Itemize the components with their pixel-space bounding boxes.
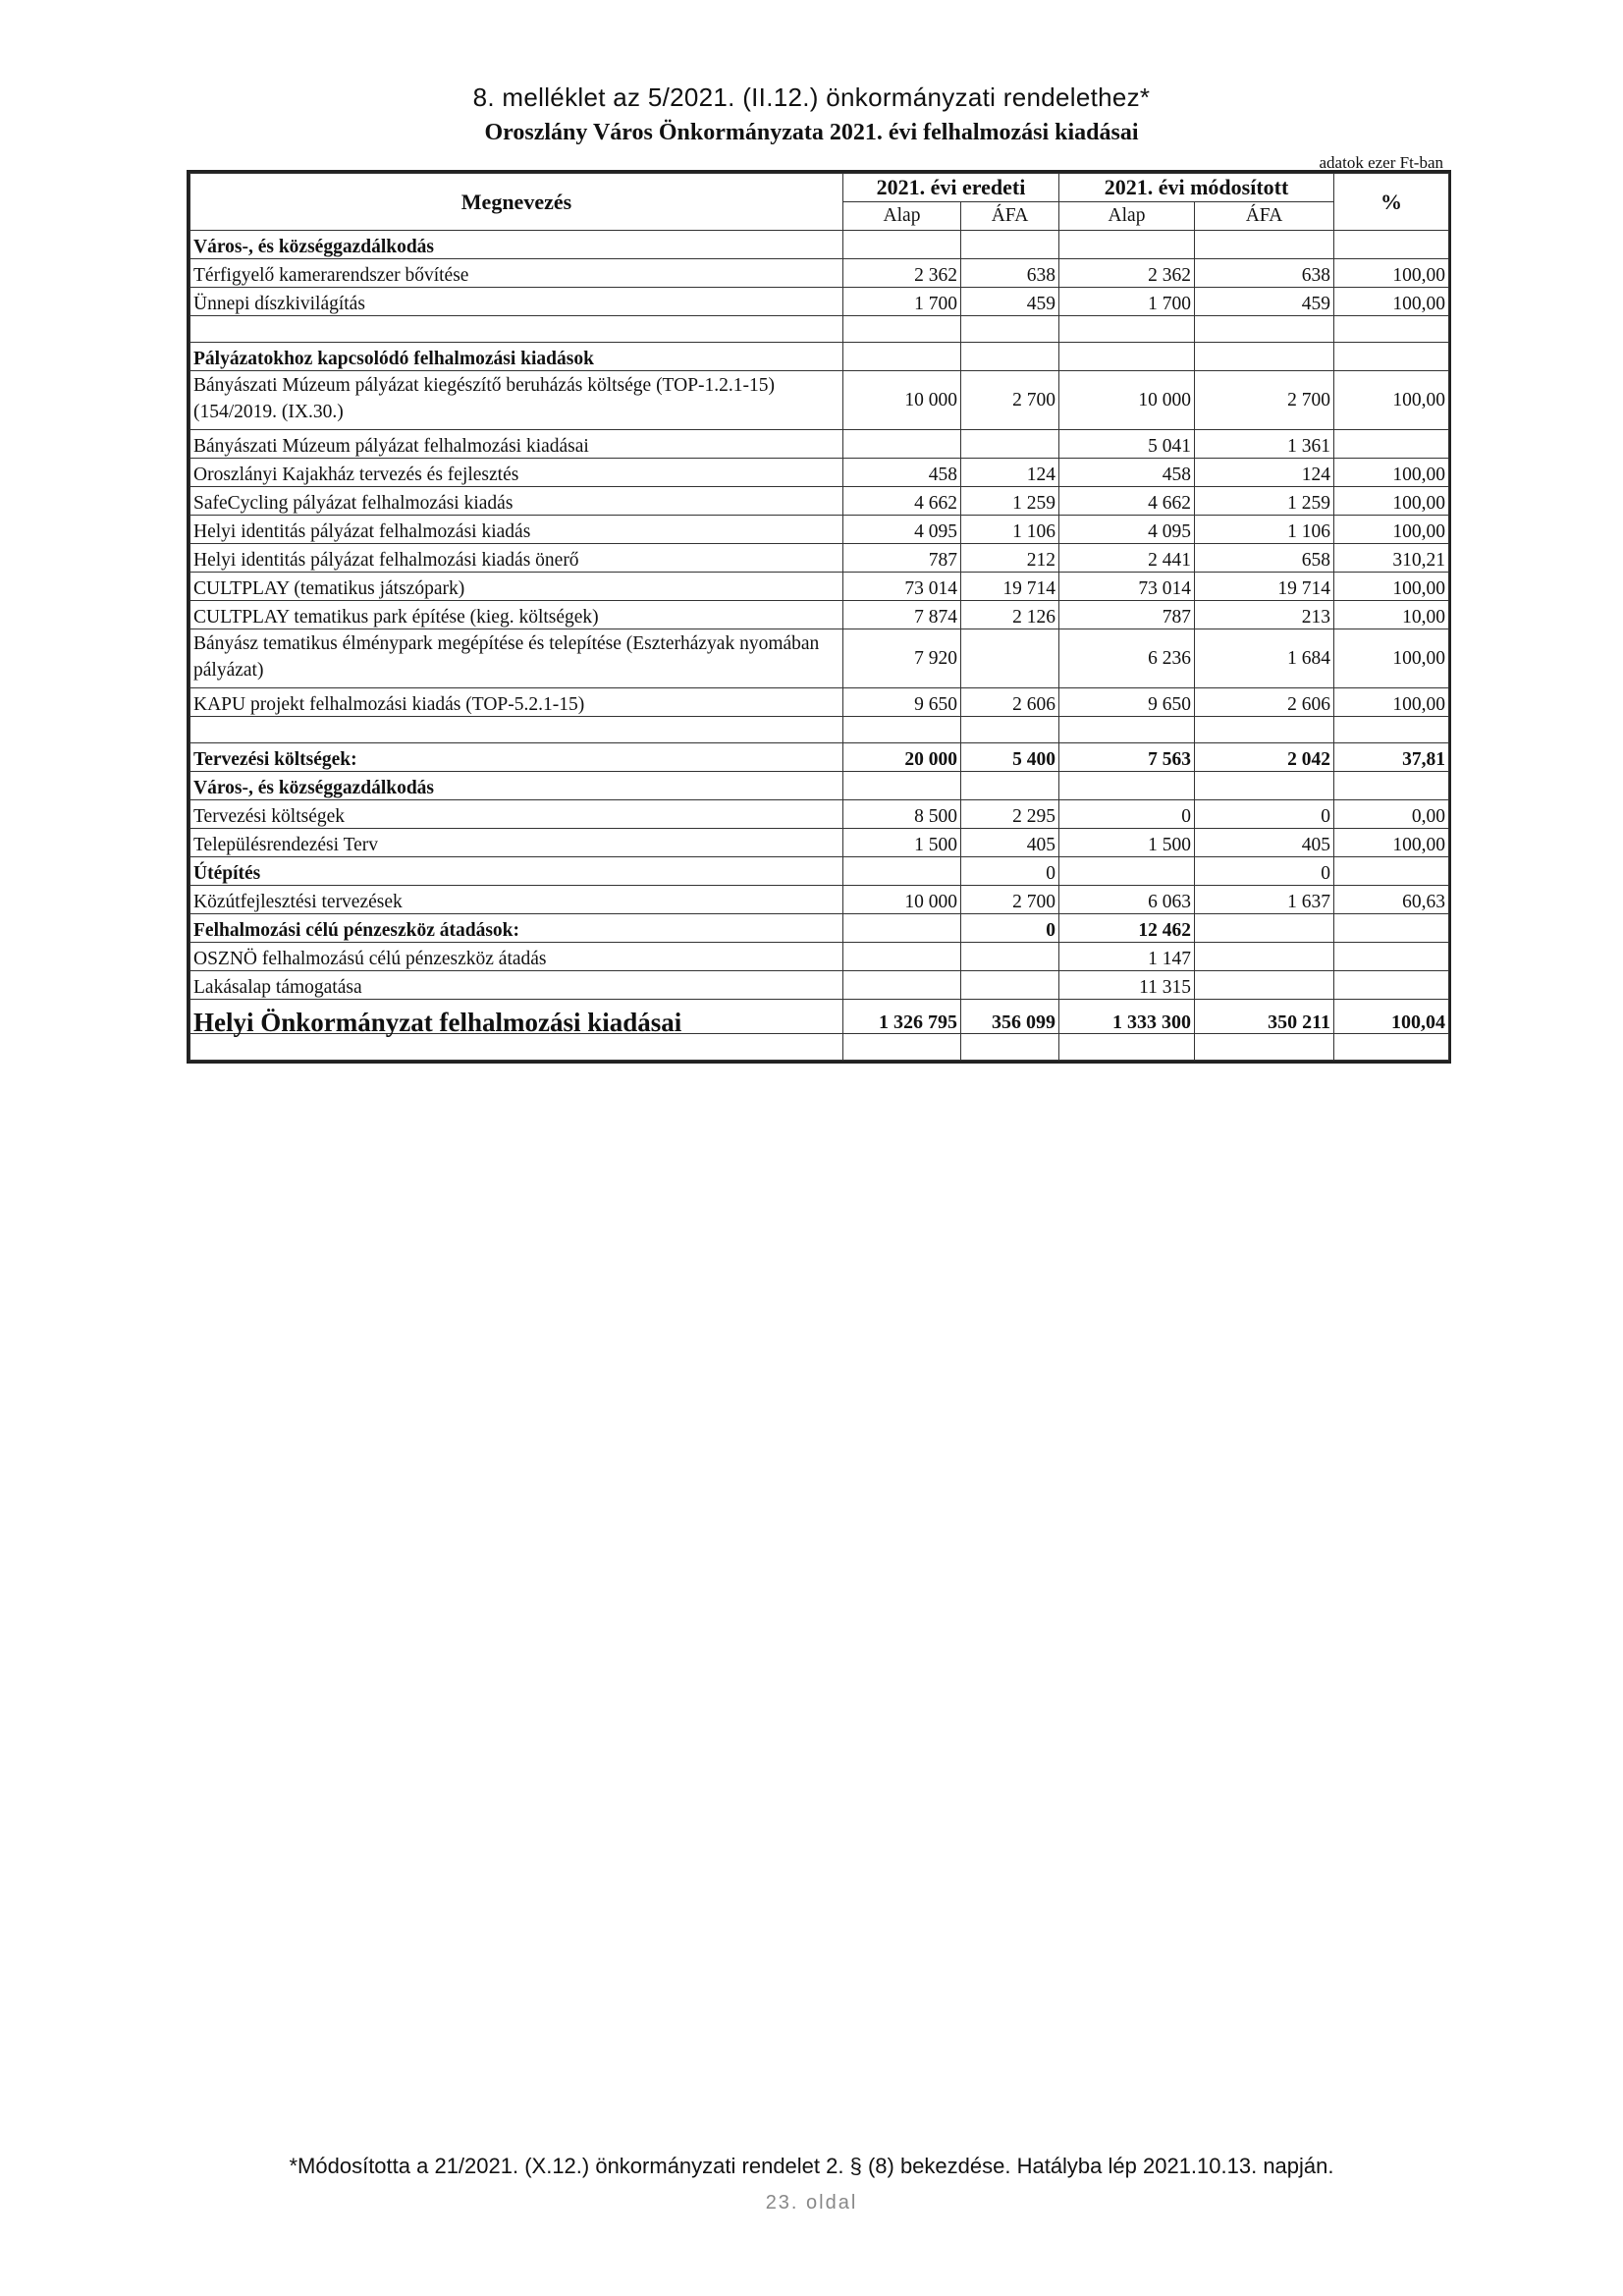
cell-modified-base [1059, 231, 1195, 259]
cell-modified-vat: 2 606 [1195, 688, 1334, 717]
table-row [190, 371, 1449, 430]
cell-original-vat [961, 316, 1059, 343]
cell-modified-vat [1195, 772, 1334, 800]
cell-original-vat: 638 [961, 259, 1059, 288]
cell-percent: 100,00 [1334, 516, 1449, 544]
table-row [190, 259, 1449, 288]
cell-modified-vat [1195, 316, 1334, 343]
cell-original-vat [961, 717, 1059, 743]
row-label: Térfigyelő kamerarendszer bővítése [190, 259, 843, 288]
table-row [190, 971, 1449, 1000]
table-row [190, 430, 1449, 459]
row-label: CULTPLAY tematikus park építése (kieg. költségek) [190, 601, 843, 629]
cell-original-vat: 124 [961, 459, 1059, 487]
cell-original-base [843, 943, 961, 971]
cell-modified-base: 458 [1059, 459, 1195, 487]
cell-modified-vat: 405 [1195, 829, 1334, 857]
header-name: Megnevezés [190, 174, 843, 231]
cell-modified-base: 2 441 [1059, 544, 1195, 573]
cell-original-vat: 2 126 [961, 601, 1059, 629]
cell-original-base: 1 500 [843, 829, 961, 857]
cell-original-vat [961, 231, 1059, 259]
cell-modified-vat [1195, 943, 1334, 971]
header-modified-base: Alap [1059, 202, 1195, 231]
document-title: 8. melléklet az 5/2021. (II.12.) önkormányzati rendelethez* [472, 82, 1151, 112]
cell-modified-base: 6 063 [1059, 886, 1195, 914]
cell-modified-base: 7 563 [1059, 743, 1195, 772]
cell-modified-base [1059, 316, 1195, 343]
table-row [190, 943, 1449, 971]
expenditure-table [187, 170, 1451, 1064]
footnote: *Módosította a 21/2021. (X.12.) önkormányzati rendelet 2. § (8) bekezdése. Hatályba lép 2021.10.13. napján. [289, 2154, 1334, 2178]
table-row [190, 487, 1449, 516]
unit-note: adatok ezer Ft-ban [1319, 153, 1443, 172]
table-row [190, 717, 1449, 743]
cell-percent: 100,00 [1334, 829, 1449, 857]
row-label: Bányászati Múzeum pályázat kiegészítő beruházás költsége (TOP-1.2.1-15) (154/2019. (IX.30.) [190, 371, 843, 430]
cell-modified-vat [1195, 971, 1334, 1000]
cell-modified-base: 6 236 [1059, 629, 1195, 688]
row-label: Pályázatokhoz kapcsolódó felhalmozási kiadások [190, 343, 843, 371]
cell-percent [1334, 943, 1449, 971]
row-label: Közútfejlesztési tervezések [190, 886, 843, 914]
row-label: Felhalmozási célú pénzeszköz átadások: [190, 914, 843, 943]
header-original-base: Alap [843, 202, 961, 231]
cell-modified-base: 4 662 [1059, 487, 1195, 516]
cell-original-vat: 5 400 [961, 743, 1059, 772]
cell-modified-base: 1 333 300 [1059, 1000, 1195, 1034]
row-label: OSZNÖ felhalmozású célú pénzeszköz átadás [190, 943, 843, 971]
table-row [190, 886, 1449, 914]
table-row [190, 914, 1449, 943]
row-label [190, 717, 843, 743]
cell-modified-vat: 2 042 [1195, 743, 1334, 772]
cell-modified-vat: 638 [1195, 259, 1334, 288]
cell-modified-vat: 1 259 [1195, 487, 1334, 516]
cell-modified-vat [1195, 343, 1334, 371]
cell-original-base [843, 772, 961, 800]
cell-original-vat: 2 700 [961, 371, 1059, 430]
cell-percent: 100,00 [1334, 629, 1449, 688]
cell-original-vat: 459 [961, 288, 1059, 316]
table-row [190, 829, 1449, 857]
table-row [190, 343, 1449, 371]
cell-modified-base: 5 041 [1059, 430, 1195, 459]
cell-original-base: 9 650 [843, 688, 961, 717]
cell-original-vat: 2 606 [961, 688, 1059, 717]
cell-percent [1334, 914, 1449, 943]
row-label: Helyi Önkormányzat felhalmozási kiadásai [190, 1000, 843, 1034]
table-row [190, 743, 1449, 772]
cell-percent: 0,00 [1334, 800, 1449, 829]
cell-modified-vat: 2 700 [1195, 371, 1334, 430]
cell-original-base: 1 326 795 [843, 1000, 961, 1034]
cell-percent [1334, 430, 1449, 459]
cell-original-base: 2 362 [843, 259, 961, 288]
cell-modified-base: 0 [1059, 800, 1195, 829]
cell-original-vat [961, 629, 1059, 688]
cell-modified-base: 1 700 [1059, 288, 1195, 316]
cell-modified-base: 4 095 [1059, 516, 1195, 544]
header-modified-vat: ÁFA [1195, 202, 1334, 231]
cell-original-base: 10 000 [843, 886, 961, 914]
cell-modified-vat: 0 [1195, 800, 1334, 829]
cell-modified-vat: 459 [1195, 288, 1334, 316]
cell-modified-base: 10 000 [1059, 371, 1195, 430]
cell-modified-vat: 658 [1195, 544, 1334, 573]
table-row [190, 288, 1449, 316]
cell-original-base [843, 430, 961, 459]
table-row [190, 544, 1449, 573]
cell-modified-base: 11 315 [1059, 971, 1195, 1000]
cell-modified-vat [1195, 717, 1334, 743]
cell-percent [1334, 231, 1449, 259]
cell-original-base: 73 014 [843, 573, 961, 601]
cell-percent: 100,00 [1334, 688, 1449, 717]
cell-original-vat [961, 1034, 1059, 1061]
cell-original-vat: 2 700 [961, 886, 1059, 914]
table-row [190, 629, 1449, 688]
row-label: Helyi identitás pályázat felhalmozási kiadás [190, 516, 843, 544]
table-row [190, 857, 1449, 886]
row-label: Útépítés [190, 857, 843, 886]
cell-percent: 100,00 [1334, 288, 1449, 316]
cell-percent [1334, 717, 1449, 743]
cell-percent: 310,21 [1334, 544, 1449, 573]
table-row [190, 772, 1449, 800]
cell-original-vat [961, 943, 1059, 971]
cell-percent [1334, 1034, 1449, 1061]
cell-modified-vat: 213 [1195, 601, 1334, 629]
row-label: SafeCycling pályázat felhalmozási kiadás [190, 487, 843, 516]
row-label: Lakásalap támogatása [190, 971, 843, 1000]
row-label: Településrendezési Terv [190, 829, 843, 857]
cell-original-vat: 1 106 [961, 516, 1059, 544]
cell-modified-vat: 350 211 [1195, 1000, 1334, 1034]
cell-original-vat: 0 [961, 857, 1059, 886]
row-label: Bányász tematikus élménypark megépítése és telepítése (Eszterházyak nyomában pályázat) [190, 629, 843, 688]
cell-modified-base: 12 462 [1059, 914, 1195, 943]
table-body [190, 231, 1449, 1061]
cell-percent: 100,00 [1334, 487, 1449, 516]
cell-modified-base: 73 014 [1059, 573, 1195, 601]
cell-percent: 60,63 [1334, 886, 1449, 914]
cell-original-base [843, 914, 961, 943]
table-row [190, 459, 1449, 487]
cell-original-vat [961, 343, 1059, 371]
table-row [190, 601, 1449, 629]
cell-percent [1334, 772, 1449, 800]
cell-original-base [843, 717, 961, 743]
cell-percent [1334, 857, 1449, 886]
cell-original-base: 4 662 [843, 487, 961, 516]
header-original: 2021. évi eredeti [843, 174, 1059, 202]
row-label: KAPU projekt felhalmozási kiadás (TOP-5.2.1-15) [190, 688, 843, 717]
table-row [190, 231, 1449, 259]
cell-modified-vat [1195, 914, 1334, 943]
cell-modified-vat [1195, 1034, 1334, 1061]
cell-original-base: 20 000 [843, 743, 961, 772]
cell-modified-vat: 1 684 [1195, 629, 1334, 688]
cell-original-base: 787 [843, 544, 961, 573]
row-label: Város-, és községgazdálkodás [190, 772, 843, 800]
cell-percent: 10,00 [1334, 601, 1449, 629]
page-number: 23. oldal [765, 2192, 858, 2214]
cell-modified-vat: 124 [1195, 459, 1334, 487]
cell-modified-base [1059, 857, 1195, 886]
cell-original-base [843, 971, 961, 1000]
row-label: Ünnepi díszkivilágítás [190, 288, 843, 316]
cell-original-base [843, 1034, 961, 1061]
cell-original-vat [961, 971, 1059, 1000]
table-row [190, 573, 1449, 601]
cell-original-vat: 0 [961, 914, 1059, 943]
table-row [190, 516, 1449, 544]
cell-original-vat: 1 259 [961, 487, 1059, 516]
cell-modified-vat: 1 637 [1195, 886, 1334, 914]
cell-original-vat: 2 295 [961, 800, 1059, 829]
header-percent: % [1334, 174, 1449, 231]
cell-original-base [843, 231, 961, 259]
document-subtitle: Oroszlány Város Önkormányzata 2021. évi felhalmozási kiadásai [484, 120, 1139, 145]
cell-modified-base [1059, 717, 1195, 743]
cell-modified-vat [1195, 231, 1334, 259]
cell-modified-vat: 19 714 [1195, 573, 1334, 601]
header-original-vat: ÁFA [961, 202, 1059, 231]
header-modified: 2021. évi módosított [1059, 174, 1334, 202]
table-row [190, 1034, 1449, 1061]
cell-percent [1334, 316, 1449, 343]
cell-percent: 100,04 [1334, 1000, 1449, 1034]
cell-modified-vat: 0 [1195, 857, 1334, 886]
cell-original-vat [961, 772, 1059, 800]
row-label: Oroszlányi Kajakház tervezés és fejlesztés [190, 459, 843, 487]
cell-modified-vat: 1 106 [1195, 516, 1334, 544]
row-label: Bányászati Múzeum pályázat felhalmozási kiadásai [190, 430, 843, 459]
cell-modified-base: 787 [1059, 601, 1195, 629]
cell-original-base: 10 000 [843, 371, 961, 430]
cell-percent: 37,81 [1334, 743, 1449, 772]
cell-modified-base: 2 362 [1059, 259, 1195, 288]
cell-original-vat: 212 [961, 544, 1059, 573]
cell-original-vat: 356 099 [961, 1000, 1059, 1034]
row-label: Tervezési költségek [190, 800, 843, 829]
cell-modified-base: 1 147 [1059, 943, 1195, 971]
table-row [190, 1000, 1449, 1034]
cell-original-base [843, 343, 961, 371]
cell-percent: 100,00 [1334, 259, 1449, 288]
cell-original-base: 7 874 [843, 601, 961, 629]
cell-original-vat: 405 [961, 829, 1059, 857]
cell-modified-base [1059, 343, 1195, 371]
cell-modified-base: 1 500 [1059, 829, 1195, 857]
row-label: Tervezési költségek: [190, 743, 843, 772]
row-label [190, 1034, 843, 1061]
cell-modified-base [1059, 1034, 1195, 1061]
cell-original-base [843, 857, 961, 886]
row-label: Város-, és községgazdálkodás [190, 231, 843, 259]
cell-original-base: 7 920 [843, 629, 961, 688]
cell-original-base: 458 [843, 459, 961, 487]
cell-percent [1334, 343, 1449, 371]
cell-original-base [843, 316, 961, 343]
cell-original-base: 1 700 [843, 288, 961, 316]
row-label: Helyi identitás pályázat felhalmozási kiadás önerő [190, 544, 843, 573]
cell-original-vat [961, 430, 1059, 459]
cell-percent: 100,00 [1334, 573, 1449, 601]
row-label [190, 316, 843, 343]
cell-modified-base: 9 650 [1059, 688, 1195, 717]
cell-modified-vat: 1 361 [1195, 430, 1334, 459]
table-row [190, 316, 1449, 343]
cell-original-vat: 19 714 [961, 573, 1059, 601]
cell-original-base: 8 500 [843, 800, 961, 829]
cell-percent [1334, 971, 1449, 1000]
cell-original-base: 4 095 [843, 516, 961, 544]
table-row [190, 800, 1449, 829]
cell-percent: 100,00 [1334, 371, 1449, 430]
cell-percent: 100,00 [1334, 459, 1449, 487]
cell-modified-base [1059, 772, 1195, 800]
row-label: CULTPLAY (tematikus játszópark) [190, 573, 843, 601]
table-row [190, 688, 1449, 717]
